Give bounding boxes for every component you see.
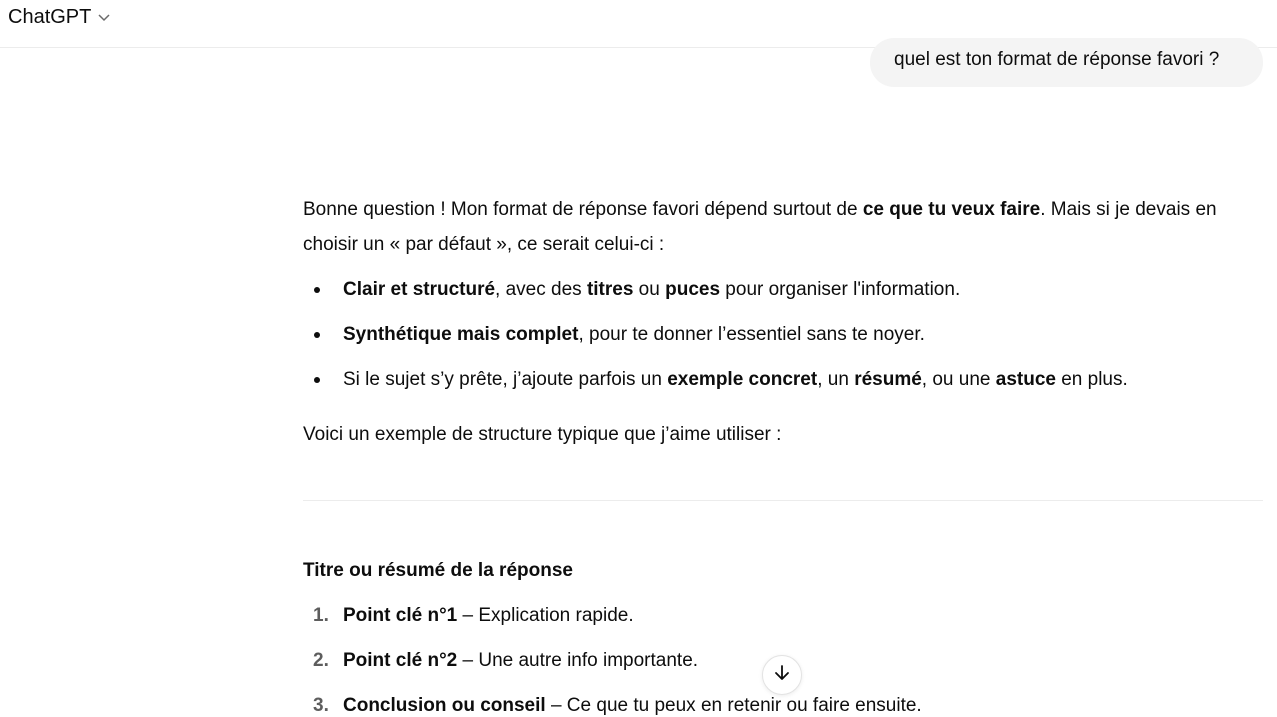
bullet-text: , avec des (495, 279, 587, 300)
numbered-item-text: – Explication rapide. (457, 605, 634, 626)
chevron-down-icon (97, 10, 111, 24)
bullet-dot (314, 377, 320, 383)
numbered-item-title: Conclusion ou conseil (343, 695, 546, 716)
numbered-item-text: – Ce que tu peux en retenir ou faire ensuite. (545, 695, 922, 716)
arrow-down-icon (772, 663, 792, 688)
bullet-emphasis: astuce (995, 369, 1056, 390)
user-message-bubble (870, 38, 1263, 87)
horizontal-divider (303, 500, 1263, 501)
numbered-item (343, 605, 634, 627)
intro-text: . Mais si je devais en (1040, 199, 1217, 220)
user-message-text: quel est ton format de réponse favori ? (894, 49, 1220, 70)
bullet-text: en plus. (1055, 369, 1128, 390)
scroll-to-bottom-button[interactable] (762, 655, 802, 695)
list-number: 2. (313, 650, 329, 671)
example-intro: Voici un exemple de structure typique que j’aime utiliser : (303, 424, 782, 445)
intro-line-2: choisir un « par défaut », ce serait celui-ci : (303, 234, 665, 255)
intro-text: Bonne question ! Mon format de réponse favori dépend surtout de (303, 199, 863, 220)
bullet-emphasis: résumé (854, 369, 922, 390)
bullet-emphasis: puces (665, 279, 721, 300)
bullet-text: pour organiser l'information. (720, 279, 961, 300)
model-selector-button[interactable] (8, 4, 111, 30)
bullet-emphasis: exemple concret (667, 369, 818, 390)
numbered-item-title: Point clé n°1 (343, 605, 458, 626)
numbered-item-text: – Une autre info importante. (457, 650, 699, 671)
numbered-item (343, 650, 698, 672)
bullet-emphasis: titres (586, 279, 634, 300)
bullet-text: ou (633, 279, 666, 300)
model-name: ChatGPT (8, 5, 92, 28)
numbered-item-title: Point clé n°2 (343, 650, 458, 671)
list-number: 1. (313, 605, 329, 626)
bullet-item (343, 369, 1128, 391)
bullet-emphasis: Synthétique mais complet (343, 324, 579, 345)
intro-line-1 (303, 199, 1217, 221)
bullet-dot (314, 332, 320, 338)
bullet-emphasis: Clair et structuré (343, 279, 496, 300)
bullet-text: , un (817, 369, 855, 390)
list-number: 3. (313, 695, 329, 716)
bullet-item (343, 324, 925, 346)
bullet-text: , ou une (921, 369, 996, 390)
bullet-dot (314, 287, 320, 293)
bullet-item (343, 279, 960, 301)
bullet-text: , pour te donner l’essentiel sans te noyer. (578, 324, 925, 345)
section-title: Titre ou résumé de la réponse (303, 560, 573, 581)
numbered-item (343, 695, 922, 717)
bullet-text: Si le sujet s’y prête, j’ajoute parfois un (343, 369, 668, 390)
intro-emphasis: ce que tu veux faire (862, 199, 1041, 220)
